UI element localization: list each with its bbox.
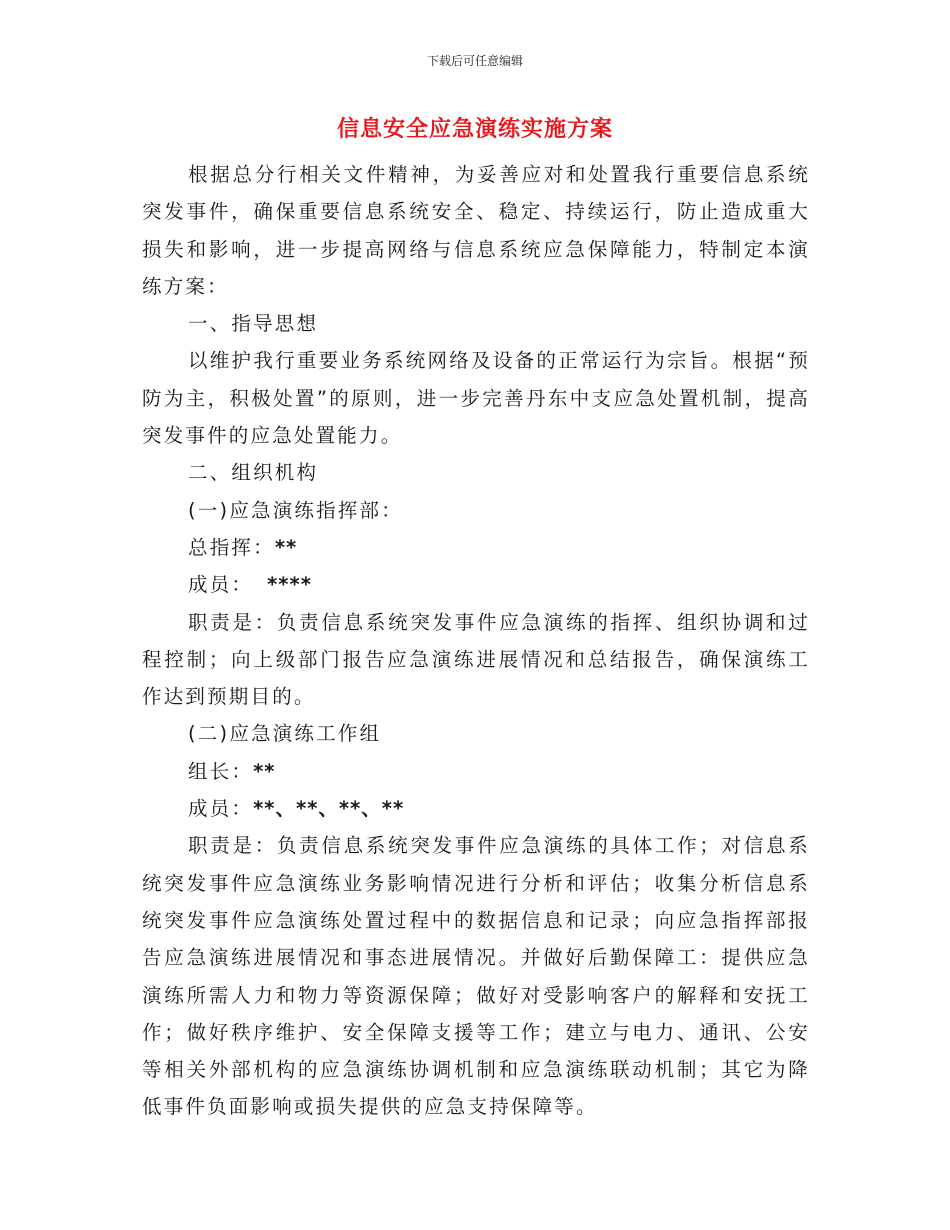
sub2-leader-value: **	[253, 759, 276, 783]
sub2-members-label: 成员：	[188, 797, 254, 821]
document-body	[142, 156, 810, 1126]
sub1-members-value: ****	[267, 573, 312, 597]
sub1-heading: (一)应急演练指挥部：	[188, 498, 403, 522]
sub1-members-line	[142, 566, 810, 603]
sub2-members-line	[142, 790, 810, 827]
sub1-commander-value: **	[274, 535, 298, 559]
sub1-members-label: 成员：	[188, 573, 254, 597]
sub2-leader-label: 组长：	[188, 759, 254, 783]
document-title: 信息安全应急演练实施方案	[336, 117, 613, 142]
sub1-commander-line	[142, 529, 810, 566]
section1-heading: 一、指导思想	[188, 312, 319, 336]
sub1-duty: 职责是：负责信息系统突发事件应急演练的指挥、组织协调和过程控制；向上级部门报告应急演练进展情况和总结报告，确保演练工作达到预期目的。	[142, 610, 810, 709]
intro-paragraph: 根据总分行相关文件精神，为妥善应对和处置我行重要信息系统突发事件，确保重要信息系统安全、稳定、持续运行，防止造成重大损失和影响，进一步提高网络与信息系统应急保障能力，特制定本演练方案：	[142, 163, 810, 298]
section2-heading: 二、组织机构	[188, 461, 319, 485]
sub2-heading: (二)应急演练工作组	[188, 722, 382, 746]
section1-body: 以维护我行重要业务系统网络及设备的正常运行为宗旨。根据“预防为主，积极处置”的原则，进一步完善丹东中支应急处置机制，提高突发事件的应急处置能力。	[142, 349, 810, 448]
sub2-leader-line	[142, 753, 810, 790]
sub2-members-value: **、**、**、**	[253, 797, 405, 821]
sub1-commander-label: 总指挥：	[188, 535, 275, 559]
sub2-duty: 职责是：负责信息系统突发事件应急演练的具体工作；对信息系统突发事件应急演练业务影响情况进行分析和评估；收集分析信息系统突发事件应急演练处置过程中的数据信息和记录；向应急指挥部报告应急演练进展情况和事态进展情况。并做好后勤保障工：提供应急演练所需人力和物力等资源保障；做好对受影响客户的解释和安抚工作；做好秩序维护、安全保障支援等工作；建立与电力、通讯、公安等相关外部机构的应急演练协调机制和应急演练联动机制；其它为降低事件负面影响或损失提供的应急支持保障等。	[142, 834, 810, 1119]
header-note: 下载后可任意编辑	[426, 54, 523, 68]
